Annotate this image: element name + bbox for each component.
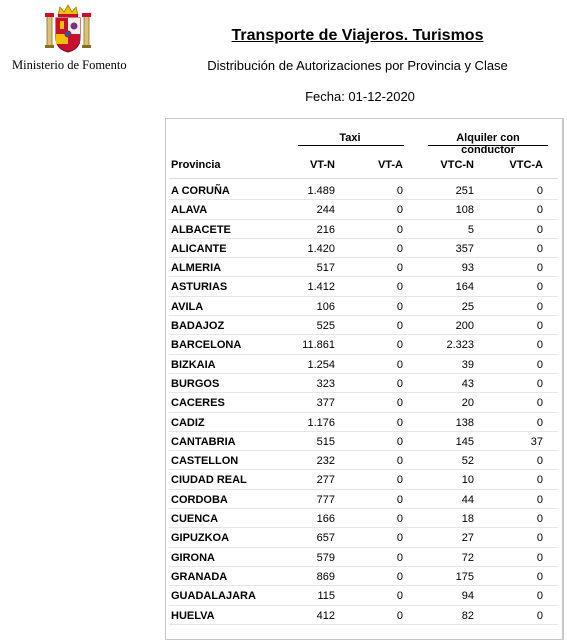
table-row [169, 451, 558, 470]
table-row [169, 393, 558, 412]
cell-provincia: CIUDAD REAL [171, 474, 247, 487]
cell-vt-n: 657 [316, 532, 335, 545]
cell-vtc-n: 5 [467, 223, 474, 236]
cell-provincia: ALMERIA [171, 262, 222, 275]
cell-provincia: BADAJOZ [171, 320, 225, 333]
cell-provincia: AVILA [171, 300, 204, 313]
cell-provincia: CASTELLON [171, 455, 239, 468]
cell-provincia: A CORUÑA [171, 185, 230, 197]
table-row [169, 470, 558, 489]
cell-vtc-a: 0 [536, 377, 543, 390]
cell-vt-n: 1.254 [307, 358, 335, 371]
cell-vt-n: 515 [316, 435, 335, 448]
cell-vt-n: 106 [316, 300, 335, 313]
cell-provincia: CUENCA [171, 513, 219, 526]
cell-provincia: BURGOS [171, 377, 220, 390]
cell-provincia: GIPUZKOA [171, 532, 230, 545]
ministry-name: Ministerio de Fomento [12, 58, 127, 72]
cell-vtc-a: 0 [536, 281, 543, 294]
report-date: Fecha: 01-12-2020 [305, 89, 415, 104]
cell-provincia: CACERES [171, 397, 225, 410]
cell-provincia: CANTABRIA [171, 435, 236, 448]
cell-provincia: GUADALAJARA [171, 590, 256, 603]
table-row [169, 258, 558, 277]
cell-provincia: CADIZ [171, 416, 205, 429]
cell-vt-a: 0 [396, 320, 403, 333]
cell-vt-a: 0 [396, 513, 403, 526]
cell-vt-a: 0 [396, 493, 403, 506]
cell-vt-n: 115 [317, 590, 335, 603]
cell-vtc-n: 175 [455, 570, 474, 583]
cell-vt-a: 0 [396, 185, 403, 197]
table-row [169, 220, 558, 239]
cell-provincia: ALBACETE [171, 223, 231, 236]
cell-vt-n: 377 [316, 397, 335, 410]
table-row [169, 432, 558, 451]
cell-provincia: CORDOBA [171, 493, 228, 506]
cell-vtc-n: 27 [461, 532, 474, 545]
cell-vt-a: 0 [396, 300, 403, 313]
cell-vtc-n: 94 [461, 590, 474, 603]
cell-vt-a: 0 [396, 590, 403, 603]
cell-vtc-n: 82 [461, 609, 474, 622]
cell-vt-a: 0 [396, 551, 403, 564]
cell-provincia: GIRONA [171, 551, 215, 564]
cell-vtc-a: 0 [536, 358, 543, 371]
cell-vtc-n: 18 [461, 513, 474, 526]
cell-provincia: BARCELONA [171, 339, 242, 352]
cell-vt-a: 0 [396, 455, 403, 468]
cell-vtc-n: 25 [461, 300, 474, 313]
cell-vt-n: 869 [316, 570, 335, 583]
cell-vtc-a: 0 [536, 185, 543, 197]
cell-vtc-a: 0 [536, 570, 543, 583]
cell-vtc-a: 0 [536, 262, 543, 275]
table-row [169, 548, 558, 567]
cell-vt-a: 0 [396, 377, 403, 390]
cell-vt-n: 244 [316, 204, 335, 217]
cell-vtc-a: 0 [536, 223, 543, 236]
cell-vt-n: 579 [316, 551, 335, 564]
column-header-vt-n: VT-N [309, 159, 335, 171]
cell-vtc-n: 44 [461, 493, 474, 506]
cell-vt-n: 1.176 [307, 416, 335, 429]
cell-vt-a: 0 [396, 570, 403, 583]
table-row [169, 413, 558, 432]
cell-provincia: ALICANTE [171, 242, 227, 255]
cell-vtc-n: 52 [461, 455, 474, 468]
table-row [169, 297, 558, 316]
cell-vt-n: 517 [316, 262, 335, 275]
cell-vt-n: 232 [316, 455, 335, 468]
cell-vt-n: 412 [316, 609, 335, 622]
cell-provincia: ASTURIAS [171, 281, 228, 294]
cell-vt-n: 777 [316, 493, 335, 506]
group-header-vtc: Alquiler con conductor [456, 132, 520, 156]
table-row [169, 181, 558, 200]
table-row [169, 567, 558, 586]
table-row [169, 586, 558, 605]
cell-vtc-n: 108 [455, 204, 474, 217]
cell-vtc-a: 0 [536, 590, 543, 603]
table-row [169, 239, 558, 258]
cell-vt-n: 277 [316, 474, 335, 487]
coat-of-arms-logo [44, 4, 92, 54]
cell-vt-a: 0 [396, 242, 403, 255]
cell-vt-a: 0 [396, 358, 403, 371]
cell-vt-a: 0 [396, 397, 403, 410]
cell-provincia: HUELVA [171, 609, 215, 622]
cell-vtc-n: 357 [455, 242, 474, 255]
cell-vtc-a: 0 [536, 204, 543, 217]
column-header-provincia: Provincia [171, 159, 221, 171]
cell-vtc-a: 0 [536, 397, 543, 410]
cell-vtc-n: 20 [461, 397, 474, 410]
cell-vtc-a: 0 [536, 551, 543, 564]
cell-vtc-n: 138 [455, 416, 474, 429]
cell-vt-n: 1.420 [307, 242, 335, 255]
cell-provincia: ALAVA [171, 204, 208, 217]
cell-vtc-a: 0 [536, 609, 543, 622]
table-row [169, 316, 558, 335]
cell-vtc-n: 39 [461, 358, 474, 371]
cell-vtc-a: 0 [536, 532, 543, 545]
cell-vtc-a: 0 [536, 242, 543, 255]
group-header-taxi: Taxi [339, 132, 361, 144]
cell-vtc-a: 0 [536, 455, 543, 468]
cell-vt-a: 0 [396, 435, 403, 448]
cell-vt-a: 0 [396, 532, 403, 545]
cell-vtc-a: 0 [536, 513, 543, 526]
cell-vt-n: 1.412 [307, 281, 335, 294]
cell-vtc-n: 164 [455, 281, 474, 294]
header-divider [169, 178, 558, 179]
cell-vtc-n: 251 [455, 185, 474, 197]
cell-vt-a: 0 [396, 204, 403, 217]
authorizations-table [165, 118, 564, 640]
cell-vtc-n: 200 [455, 320, 474, 333]
cell-vt-a: 0 [396, 474, 403, 487]
table-row [169, 335, 558, 354]
table-body [169, 181, 558, 625]
cell-vt-n: 525 [316, 320, 335, 333]
column-header-vt-a: VT-A [377, 159, 403, 171]
cell-vt-n: 11.861 [302, 339, 335, 352]
group-rule-vtc [428, 145, 548, 146]
column-header-vtc-n: VTC-N [440, 159, 474, 171]
page-subtitle: Distribución de Autorizaciones por Provincia y Clase [207, 58, 508, 73]
cell-vt-a: 0 [396, 223, 403, 236]
table-row [169, 277, 558, 296]
table-row [169, 528, 558, 547]
cell-vt-n: 166 [316, 513, 335, 526]
cell-vtc-a: 0 [536, 300, 543, 313]
cell-vtc-a: 0 [536, 339, 543, 352]
cell-vt-a: 0 [396, 416, 403, 429]
cell-vtc-n: 10 [461, 474, 474, 487]
table-row [169, 509, 558, 528]
cell-vtc-n: 2.323 [446, 339, 474, 352]
page-title: Transporte de Viajeros. Turismos [231, 27, 484, 44]
cell-vtc-a: 37 [530, 435, 543, 448]
cell-vt-a: 0 [396, 262, 403, 275]
table-row [169, 490, 558, 509]
cell-vtc-a: 0 [536, 416, 543, 429]
table-row [169, 606, 558, 625]
cell-vtc-a: 0 [536, 320, 543, 333]
cell-vt-n: 323 [316, 377, 335, 390]
cell-vt-a: 0 [396, 281, 403, 294]
cell-vtc-a: 0 [536, 493, 543, 506]
table-row [169, 355, 558, 374]
cell-vt-a: 0 [396, 609, 403, 622]
group-rule-taxi [298, 145, 404, 146]
cell-vtc-n: 43 [461, 377, 474, 390]
table-row [169, 200, 558, 219]
cell-provincia: GRANADA [171, 570, 228, 583]
cell-vtc-n: 72 [461, 551, 474, 564]
table-row [169, 374, 558, 393]
column-header-vtc-a: VTC-A [509, 159, 543, 171]
cell-vt-n: 1.489 [307, 185, 335, 197]
cell-vt-n: 216 [316, 223, 335, 236]
cell-vtc-n: 145 [455, 435, 474, 448]
cell-vtc-a: 0 [536, 474, 543, 487]
cell-vtc-n: 93 [461, 262, 474, 275]
cell-provincia: BIZKAIA [171, 358, 216, 371]
cell-vt-a: 0 [396, 339, 403, 352]
